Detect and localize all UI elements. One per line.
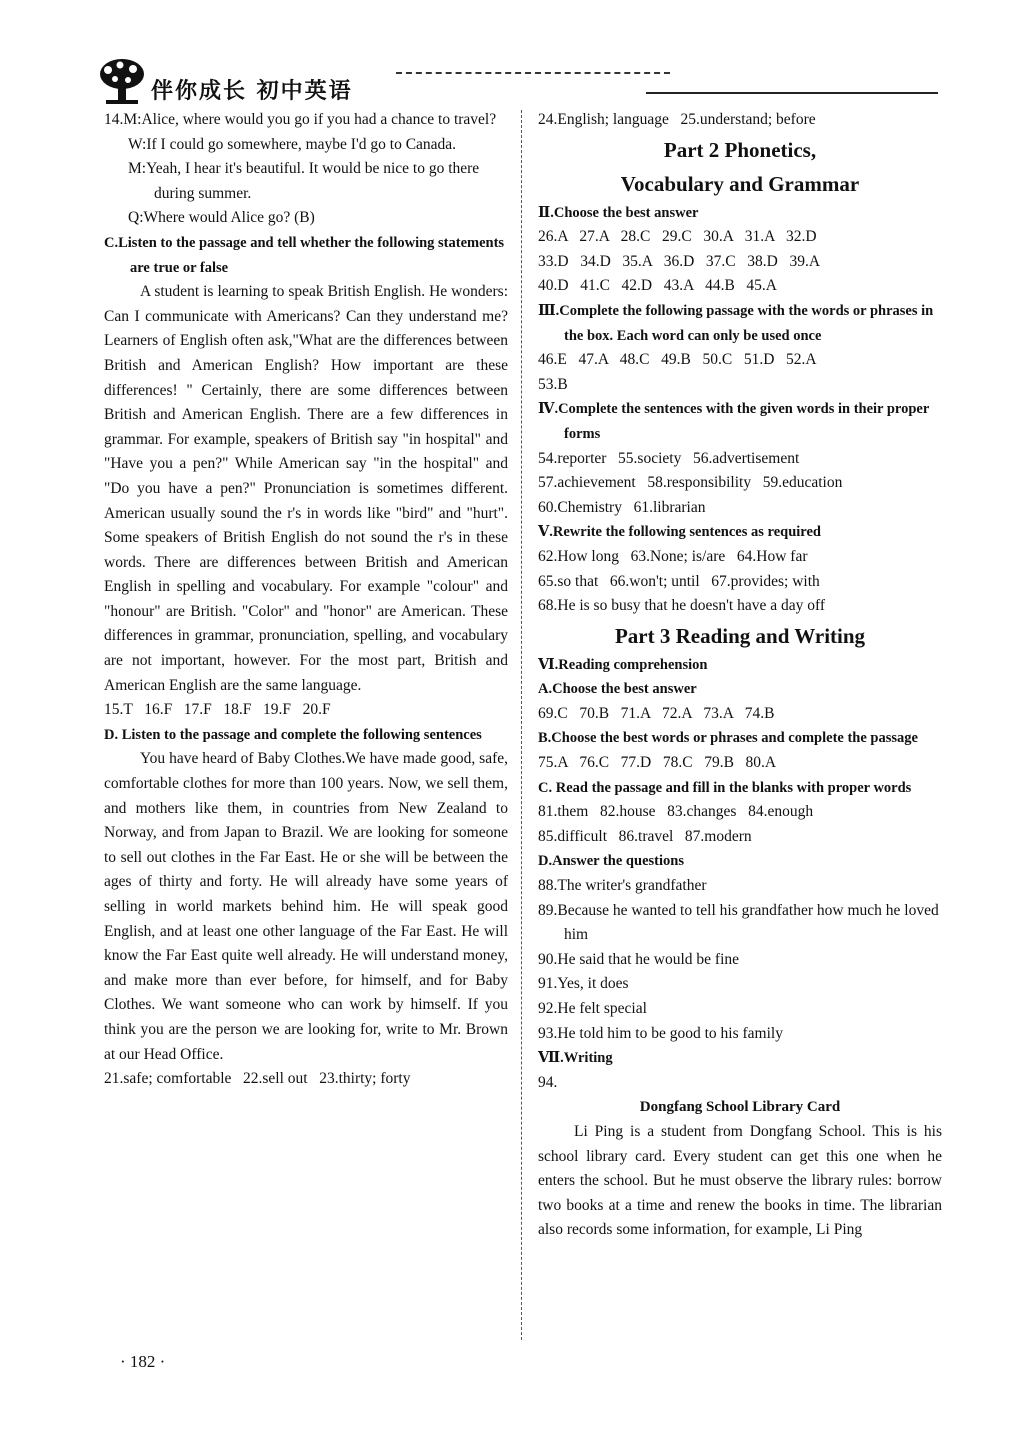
tree-logo-icon xyxy=(96,56,148,108)
column-divider xyxy=(521,110,522,1340)
answer-line: 46.E 47.A 48.C 49.B 50.C 51.D 52.A xyxy=(538,351,817,369)
right-column xyxy=(538,108,942,1243)
answers-24-25: 24.English; language 25.understand; before xyxy=(538,111,816,128)
answer-line: 57.achievement 58.responsibility 59.education xyxy=(538,474,843,492)
answer-line: 90.He said that he would be fine xyxy=(538,950,740,968)
answer-line: 68.He is so busy that he doesn't have a day off xyxy=(538,597,826,615)
section-c-heading: C.Listen to the passage and tell whether the following statements are true or false xyxy=(104,234,505,276)
section-c-heading: C. Read the passage and fill in the blanks with proper words xyxy=(538,779,912,796)
answers-d: 21.safe; comfortable 22.sell out 23.thirty; forty xyxy=(104,1070,411,1088)
section-v-heading: Ⅴ.Rewrite the following sentences as required xyxy=(538,524,821,541)
answer-line: 81.them 82.house 83.changes 84.enough xyxy=(538,803,814,821)
left-column xyxy=(104,108,508,1092)
answer-line: 60.Chemistry 61.librarian xyxy=(538,498,706,516)
answer-line: 85.difficult 86.travel 87.modern xyxy=(538,827,752,845)
dialogue-line: W:If I could go somewhere, maybe I'd go to Canada. xyxy=(128,135,457,153)
answer-line: 91.Yes, it does xyxy=(538,975,629,993)
question-94-number: 94. xyxy=(538,1073,558,1091)
answer-line: 62.How long 63.None; is/are 64.How far xyxy=(538,547,808,565)
section-d-heading: D. Listen to the passage and complete the following sentences xyxy=(104,726,482,743)
section-iv-heading: Ⅳ.Complete the sentences with the given words in their proper forms xyxy=(538,401,930,442)
section-ii-heading: Ⅱ.Choose the best answer xyxy=(538,204,699,221)
section-a-heading: A.Choose the best answer xyxy=(538,681,697,698)
answer-line: 89.Because he wanted to tell his grandfather how much he loved him xyxy=(538,901,939,944)
answer-line: 93.He told him to be good to his family xyxy=(538,1024,783,1042)
answer-line: 69.C 70.B 71.A 72.A 73.A 74.B xyxy=(538,704,775,722)
answers-c: 15.T 16.F 17.F 18.F 19.F 20.F xyxy=(104,701,331,719)
book-title: 伴你成长 初中英语 xyxy=(151,79,353,104)
part-3-heading: Part 3 Reading and Writing xyxy=(614,623,866,648)
answer-line: 40.D 41.C 42.D 43.A 44.B 45.A xyxy=(538,277,777,295)
dialogue-line: 14.M:Alice, where would you go if you had a chance to travel? xyxy=(104,111,497,128)
dialogue-line: M:Yeah, I hear it's beautiful. It would be nice to go there during summer. xyxy=(128,160,480,202)
dialogue-line: Q:Where would Alice go? (B) xyxy=(128,209,315,227)
section-iii-heading: Ⅲ.Complete the following passage with the words or phrases in the box. Each word can only be used once xyxy=(538,302,934,344)
passage-d: You have heard of Baby Clothes.We have made good, safe, comfortable clothes for more than 100 years. Now, we sell them, and mothers like them, in countries from New Zealand to Norway, and from Japan to Brazil. We are looking for someone to sell out clothes in the Far East. He or she will be between the ages of thirty and forty. He will already have some years of selling in world markets behind him. He will speak good English, and at least one other language of the Far East. He will know the Far East quite well already. He will understand money, and make more than ever before, for himself, and for Baby Clothes. We want someone who can work by himself. If you think you are the person we are looking for, write to Mr. Brown at our Head Office. xyxy=(104,750,508,1063)
answer-line: 53.B xyxy=(538,375,568,393)
answer-line: 92.He felt special xyxy=(538,1000,647,1017)
answer-line: 26.A 27.A 28.C 29.C 30.A 31.A 32.D xyxy=(538,228,817,246)
section-d-heading: D.Answer the questions xyxy=(538,853,684,870)
essay-body: Li Ping is a student from Dongfang School. This is his school library card. Every student can get this one when he enters the school. But he must observe the library rules: borrow two books at a time and renew the books in time. The librarian also records some information, for example, Li Ping xyxy=(538,1122,942,1239)
part-2-subheading: Vocabulary and Grammar xyxy=(620,171,860,196)
page-number: · 182 · xyxy=(120,1352,166,1371)
page-header xyxy=(96,56,956,110)
passage-c: A student is learning to speak British English. He wonders: Can I communicate with Americans? Can they understand me? Learners of English often ask,"What are the differences between British and American English? How important are these differences! " Certainly, there are some differences between British and American English. There are a few differences in grammar. For example, speakers of British say "in hospital" and "Have you a pen?" While American say "in the hospital" and "Do you have a pen?" Pronunciation is sometimes different. American usually sound the r's in words like "bird" and "hurt". Some speakers of British English do not sound the r's in these words. There are differences between British and American English in spelling and vocabulary. For example "colour" and "honour" are British. "Color" and "honor" are American. These differences in grammar, pronunciation, spelling, and vocabulary are not important, however. For the most part, British and American English are the same language. xyxy=(104,283,508,694)
answer-line: 75.A 76.C 77.D 78.C 79.B 80.A xyxy=(538,754,777,772)
header-dashed-line xyxy=(396,72,670,74)
answer-line: 33.D 34.D 35.A 36.D 37.C 38.D 39.A xyxy=(538,252,821,270)
section-vii-heading: Ⅶ.Writing xyxy=(538,1050,613,1067)
essay-title: Dongfang School Library Card xyxy=(639,1099,841,1116)
section-b-heading: B.Choose the best words or phrases and complete the passage xyxy=(538,730,918,747)
section-vi-heading: Ⅵ.Reading comprehension xyxy=(538,656,708,673)
answer-line: 65.so that 66.won't; until 67.provides; with xyxy=(538,572,820,590)
answer-line: 54.reporter 55.society 56.advertisement xyxy=(538,449,800,467)
header-rule xyxy=(646,92,938,94)
answer-line: 88.The writer's grandfather xyxy=(538,877,707,895)
part-2-heading: Part 2 Phonetics, xyxy=(663,137,817,162)
